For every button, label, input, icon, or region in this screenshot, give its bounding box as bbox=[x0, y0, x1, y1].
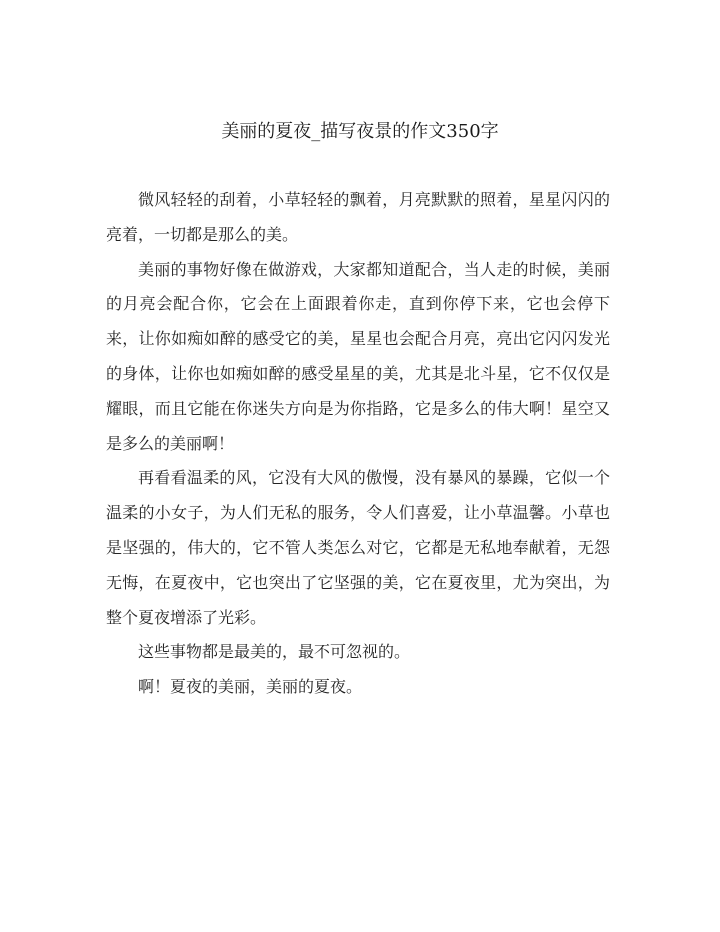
document-body bbox=[106, 183, 610, 705]
paragraph-1: 微风轻轻的刮着，小草轻轻的飘着，月亮默默的照着，星星闪闪的亮着，一切都是那么的美。 bbox=[106, 190, 610, 244]
paragraph-4: 这些事物都是最美的，最不可忽视的。 bbox=[138, 642, 411, 662]
paragraph-5: 啊！夏夜的美丽，美丽的夏夜。 bbox=[138, 677, 363, 697]
document-title: 美丽的夏夜_描写夜景的作文350字 bbox=[221, 121, 499, 142]
paragraph-3: 再看看温柔的风，它没有大风的傲慢，没有暴风的暴躁，它似一个温柔的小女子，为人们无私的服务，令人们喜爱，让小草温馨。小草也是坚强的，伟大的，它不管人类怎么对它，它都是无私地奉献着，无怨无悔，在夏夜中，它也突出了它坚强的美，它在夏夜里，尤为突出，为整个夏夜增添了光彩。 bbox=[106, 468, 610, 627]
paragraph-2: 美丽的事物好像在做游戏，大家都知道配合，当人走的时候，美丽的月亮会配合你，它会在上面跟着你走，直到你停下来，它也会停下来，让你如痴如醉的感受它的美，星星也会配合月亮，亮出它闪闪发光的身体，让你也如痴如醉的感受星星的美，尤其是北斗星，它不仅仅是耀眼，而且它能在你迷失方向是为你指路，它是多么的伟大啊！星空又是多么的美丽啊！ bbox=[106, 259, 610, 453]
